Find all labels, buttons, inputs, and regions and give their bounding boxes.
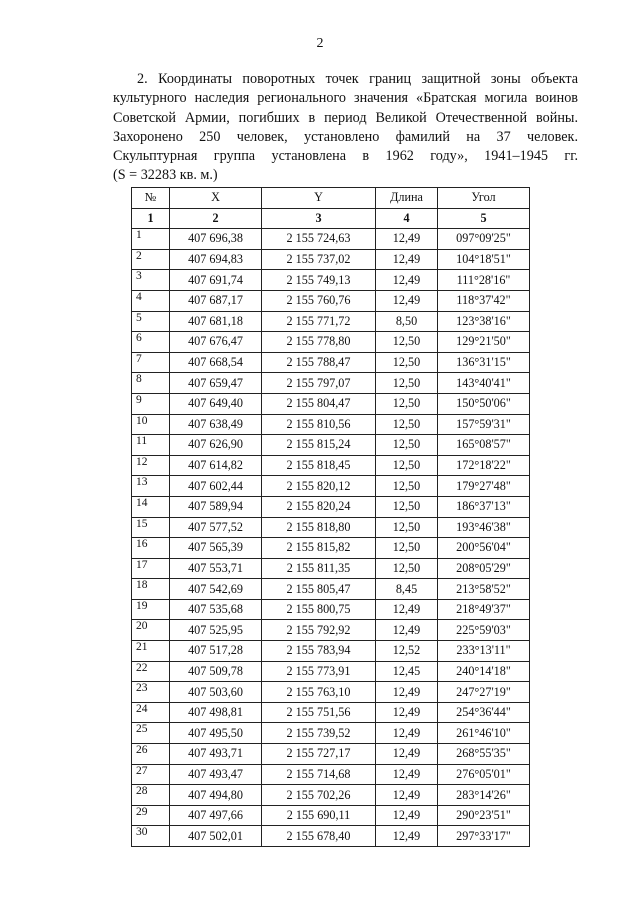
column-number: 4	[376, 208, 438, 229]
x-coordinate: 407 694,83	[170, 249, 262, 270]
point-number: 18	[132, 579, 170, 600]
x-coordinate: 407 497,66	[170, 805, 262, 826]
segment-length: 12,49	[376, 290, 438, 311]
table-row	[132, 311, 530, 332]
segment-length: 12,49	[376, 270, 438, 291]
table-row	[132, 702, 530, 723]
table-row	[132, 496, 530, 517]
direction-angle: 157°59'31"	[438, 414, 530, 435]
table-row	[132, 599, 530, 620]
direction-angle: 104°18'51"	[438, 249, 530, 270]
segment-length: 12,49	[376, 764, 438, 785]
x-coordinate: 407 525,95	[170, 620, 262, 641]
y-coordinate: 2 155 818,45	[262, 455, 376, 476]
direction-angle: 193°46'38"	[438, 517, 530, 538]
direction-angle: 136°31'15"	[438, 352, 530, 373]
table-row	[132, 393, 530, 414]
point-number: 22	[132, 661, 170, 682]
table-row	[132, 229, 530, 250]
direction-angle: 097°09'25"	[438, 229, 530, 250]
segment-length: 12,50	[376, 476, 438, 497]
y-coordinate: 2 155 702,26	[262, 785, 376, 806]
y-coordinate: 2 155 797,07	[262, 373, 376, 394]
point-number: 5	[132, 311, 170, 332]
table-row	[132, 290, 530, 311]
point-number: 30	[132, 826, 170, 847]
table-row	[132, 579, 530, 600]
intro-paragraph	[113, 70, 578, 186]
table-row	[132, 455, 530, 476]
table-row	[132, 620, 530, 641]
table-row	[132, 641, 530, 662]
segment-length: 12,50	[376, 538, 438, 559]
table-body	[132, 229, 530, 847]
table-row	[132, 723, 530, 744]
segment-length: 12,49	[376, 249, 438, 270]
direction-angle: 118°37'42"	[438, 290, 530, 311]
y-coordinate: 2 155 820,12	[262, 476, 376, 497]
x-coordinate: 407 649,40	[170, 393, 262, 414]
direction-angle: 290°23'51"	[438, 805, 530, 826]
y-coordinate: 2 155 727,17	[262, 744, 376, 765]
segment-length: 12,49	[376, 805, 438, 826]
x-coordinate: 407 502,01	[170, 826, 262, 847]
column-number-row	[132, 208, 530, 229]
table-row	[132, 352, 530, 373]
point-number: 17	[132, 558, 170, 579]
direction-angle: 143°40'41"	[438, 373, 530, 394]
point-number: 11	[132, 435, 170, 456]
x-coordinate: 407 542,69	[170, 579, 262, 600]
header-x: X	[170, 188, 262, 209]
point-number: 27	[132, 764, 170, 785]
point-number: 29	[132, 805, 170, 826]
point-number: 25	[132, 723, 170, 744]
table-row	[132, 661, 530, 682]
segment-length: 12,50	[376, 393, 438, 414]
table-row	[132, 558, 530, 579]
table-row	[132, 764, 530, 785]
y-coordinate: 2 155 678,40	[262, 826, 376, 847]
direction-angle: 297°33'17"	[438, 826, 530, 847]
x-coordinate: 407 691,74	[170, 270, 262, 291]
table-row	[132, 476, 530, 497]
direction-angle: 233°13'11"	[438, 641, 530, 662]
column-number: 2	[170, 208, 262, 229]
page-number: 2	[316, 36, 324, 51]
table-row	[132, 826, 530, 847]
y-coordinate: 2 155 751,56	[262, 702, 376, 723]
x-coordinate: 407 638,49	[170, 414, 262, 435]
x-coordinate: 407 493,47	[170, 764, 262, 785]
segment-length: 12,50	[376, 496, 438, 517]
segment-length: 12,49	[376, 620, 438, 641]
direction-angle: 225°59'03"	[438, 620, 530, 641]
point-number: 1	[132, 229, 170, 250]
coordinates-table	[131, 187, 530, 847]
direction-angle: 268°55'35"	[438, 744, 530, 765]
y-coordinate: 2 155 818,80	[262, 517, 376, 538]
direction-angle: 261°46'10"	[438, 723, 530, 744]
x-coordinate: 407 535,68	[170, 599, 262, 620]
x-coordinate: 407 687,17	[170, 290, 262, 311]
point-number: 2	[132, 249, 170, 270]
y-coordinate: 2 155 749,13	[262, 270, 376, 291]
intro-line: Скульптурная группа установлена в 1962 году», 1941–1945 гг.	[113, 148, 578, 165]
y-coordinate: 2 155 763,10	[262, 682, 376, 703]
y-coordinate: 2 155 788,47	[262, 352, 376, 373]
header-number: №	[132, 188, 170, 209]
header-length: Длина	[376, 188, 438, 209]
x-coordinate: 407 668,54	[170, 352, 262, 373]
direction-angle: 172°18'22"	[438, 455, 530, 476]
table-row	[132, 538, 530, 559]
point-number: 7	[132, 352, 170, 373]
segment-length: 12,49	[376, 702, 438, 723]
point-number: 13	[132, 476, 170, 497]
x-coordinate: 407 659,47	[170, 373, 262, 394]
x-coordinate: 407 494,80	[170, 785, 262, 806]
direction-angle: 111°28'16"	[438, 270, 530, 291]
table-row	[132, 249, 530, 270]
direction-angle: 276°05'01"	[438, 764, 530, 785]
column-number: 5	[438, 208, 530, 229]
intro-line: 2. Координаты поворотных точек границ защитной зоны объекта	[137, 71, 578, 87]
intro-line: (S = 32283 кв. м.)	[113, 167, 218, 184]
segment-length: 12,50	[376, 373, 438, 394]
point-number: 23	[132, 682, 170, 703]
y-coordinate: 2 155 811,35	[262, 558, 376, 579]
point-number: 6	[132, 332, 170, 353]
point-number: 12	[132, 455, 170, 476]
table-row	[132, 332, 530, 353]
x-coordinate: 407 589,94	[170, 496, 262, 517]
table-row	[132, 373, 530, 394]
direction-angle: 200°56'04"	[438, 538, 530, 559]
x-coordinate: 407 614,82	[170, 455, 262, 476]
direction-angle: 208°05'29"	[438, 558, 530, 579]
segment-length: 12,45	[376, 661, 438, 682]
point-number: 24	[132, 702, 170, 723]
y-coordinate: 2 155 815,82	[262, 538, 376, 559]
direction-angle: 179°27'48"	[438, 476, 530, 497]
x-coordinate: 407 503,60	[170, 682, 262, 703]
point-number: 19	[132, 599, 170, 620]
point-number: 26	[132, 744, 170, 765]
y-coordinate: 2 155 800,75	[262, 599, 376, 620]
x-coordinate: 407 493,71	[170, 744, 262, 765]
segment-length: 12,50	[376, 558, 438, 579]
segment-length: 12,49	[376, 785, 438, 806]
point-number: 4	[132, 290, 170, 311]
x-coordinate: 407 696,38	[170, 229, 262, 250]
header-angle: Угол	[438, 188, 530, 209]
segment-length: 12,49	[376, 826, 438, 847]
direction-angle: 247°27'19"	[438, 682, 530, 703]
point-number: 8	[132, 373, 170, 394]
y-coordinate: 2 155 773,91	[262, 661, 376, 682]
point-number: 9	[132, 393, 170, 414]
direction-angle: 218°49'37"	[438, 599, 530, 620]
point-number: 10	[132, 414, 170, 435]
table-row	[132, 517, 530, 538]
point-number: 15	[132, 517, 170, 538]
y-coordinate: 2 155 778,80	[262, 332, 376, 353]
y-coordinate: 2 155 690,11	[262, 805, 376, 826]
table-row	[132, 435, 530, 456]
segment-length: 12,50	[376, 435, 438, 456]
table-row	[132, 744, 530, 765]
intro-line: культурного наследия регионального значения «Братская могила воинов	[113, 90, 578, 107]
table-row	[132, 682, 530, 703]
y-coordinate: 2 155 805,47	[262, 579, 376, 600]
column-number: 3	[262, 208, 376, 229]
direction-angle: 129°21'50"	[438, 332, 530, 353]
y-coordinate: 2 155 737,02	[262, 249, 376, 270]
segment-length: 12,49	[376, 682, 438, 703]
direction-angle: 186°37'13"	[438, 496, 530, 517]
y-coordinate: 2 155 771,72	[262, 311, 376, 332]
y-coordinate: 2 155 739,52	[262, 723, 376, 744]
table-row	[132, 805, 530, 826]
point-number: 20	[132, 620, 170, 641]
y-coordinate: 2 155 792,92	[262, 620, 376, 641]
x-coordinate: 407 517,28	[170, 641, 262, 662]
y-coordinate: 2 155 714,68	[262, 764, 376, 785]
point-number: 16	[132, 538, 170, 559]
direction-angle: 123°38'16"	[438, 311, 530, 332]
point-number: 21	[132, 641, 170, 662]
point-number: 28	[132, 785, 170, 806]
segment-length: 12,49	[376, 723, 438, 744]
column-number: 1	[132, 208, 170, 229]
header-y: Y	[262, 188, 376, 209]
direction-angle: 254°36'44"	[438, 702, 530, 723]
direction-angle: 283°14'26"	[438, 785, 530, 806]
segment-length: 12,49	[376, 599, 438, 620]
direction-angle: 213°58'52"	[438, 579, 530, 600]
x-coordinate: 407 495,50	[170, 723, 262, 744]
y-coordinate: 2 155 815,24	[262, 435, 376, 456]
x-coordinate: 407 498,81	[170, 702, 262, 723]
y-coordinate: 2 155 783,94	[262, 641, 376, 662]
x-coordinate: 407 565,39	[170, 538, 262, 559]
y-coordinate: 2 155 760,76	[262, 290, 376, 311]
segment-length: 12,50	[376, 517, 438, 538]
table-row	[132, 270, 530, 291]
segment-length: 12,49	[376, 229, 438, 250]
x-coordinate: 407 509,78	[170, 661, 262, 682]
segment-length: 12,50	[376, 332, 438, 353]
x-coordinate: 407 681,18	[170, 311, 262, 332]
segment-length: 8,45	[376, 579, 438, 600]
table-row	[132, 414, 530, 435]
direction-angle: 150°50'06"	[438, 393, 530, 414]
x-coordinate: 407 676,47	[170, 332, 262, 353]
table-header-row	[132, 188, 530, 209]
x-coordinate: 407 626,90	[170, 435, 262, 456]
table-row	[132, 785, 530, 806]
intro-line: Советской Армии, погибших в период Великой Отечественной войны.	[113, 109, 578, 126]
y-coordinate: 2 155 810,56	[262, 414, 376, 435]
direction-angle: 165°08'57"	[438, 435, 530, 456]
segment-length: 12,50	[376, 414, 438, 435]
x-coordinate: 407 553,71	[170, 558, 262, 579]
point-number: 3	[132, 270, 170, 291]
segment-length: 12,52	[376, 641, 438, 662]
direction-angle: 240°14'18"	[438, 661, 530, 682]
intro-line: Захоронено 250 человек, установлено фамилий на 37 человек.	[113, 128, 578, 145]
segment-length: 8,50	[376, 311, 438, 332]
y-coordinate: 2 155 820,24	[262, 496, 376, 517]
y-coordinate: 2 155 804,47	[262, 393, 376, 414]
y-coordinate: 2 155 724,63	[262, 229, 376, 250]
segment-length: 12,50	[376, 352, 438, 373]
segment-length: 12,49	[376, 744, 438, 765]
point-number: 14	[132, 496, 170, 517]
x-coordinate: 407 577,52	[170, 517, 262, 538]
x-coordinate: 407 602,44	[170, 476, 262, 497]
segment-length: 12,50	[376, 455, 438, 476]
